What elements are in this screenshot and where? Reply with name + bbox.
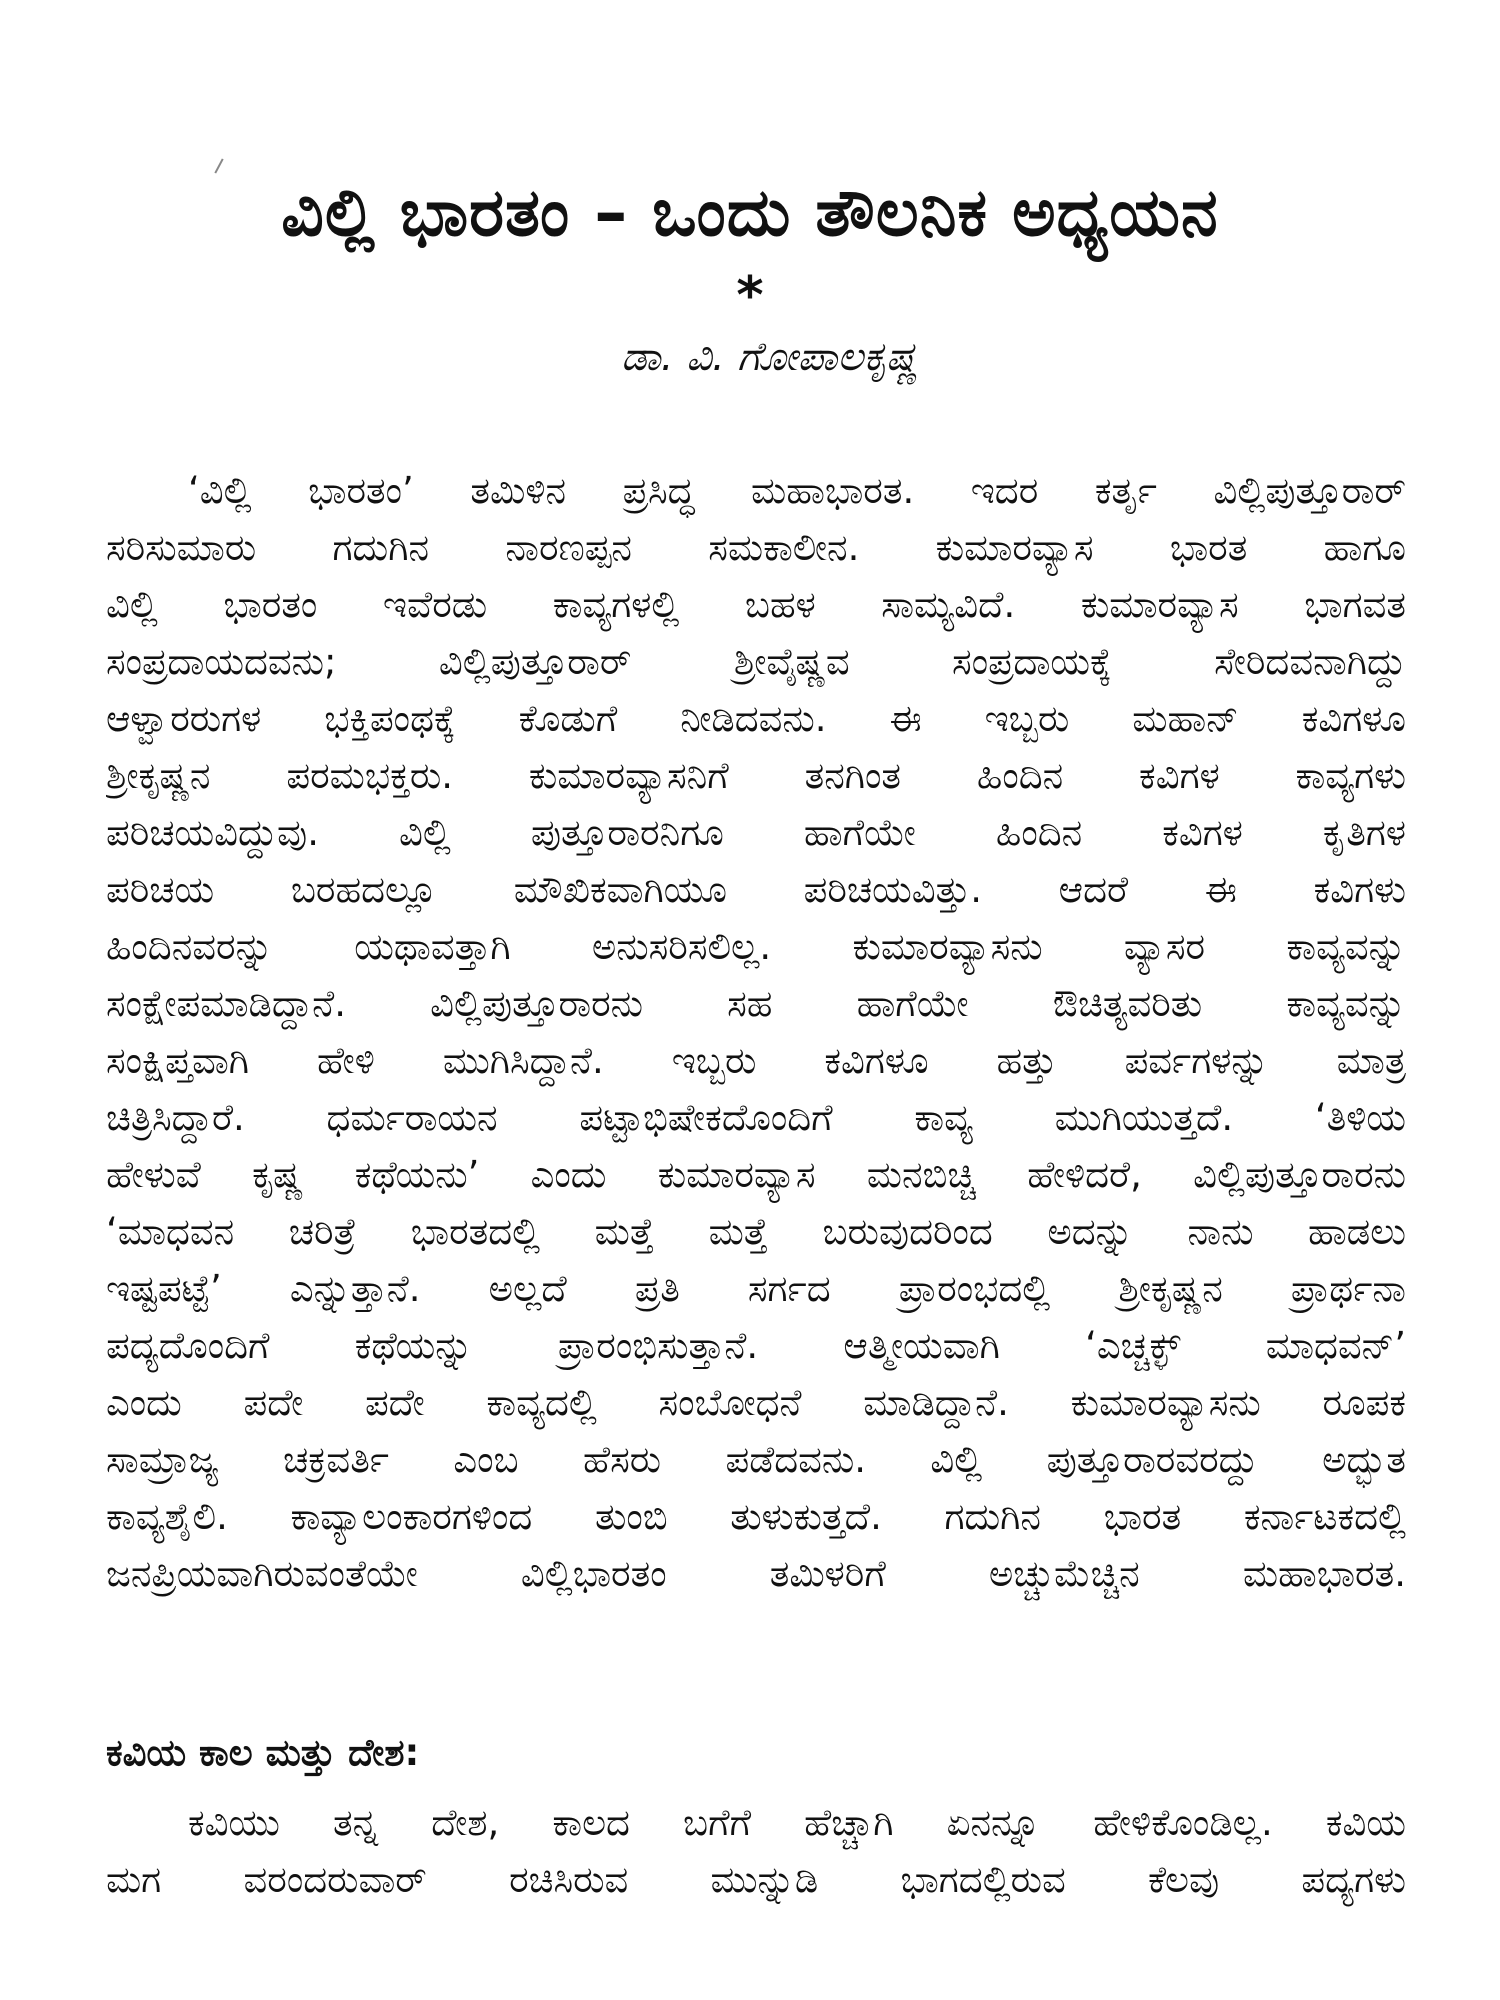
section-heading: ಕವಿಯ ಕಾಲ ಮತ್ತು ದೇಶ: <box>106 1731 420 1774</box>
paragraph-line: ಶ್ರೀಕೃಷ್ಣನ ಪರಮಭಕ್ತರು. ಕುಮಾರವ್ಯಾಸನಿಗೆ ತನಗಿಂತ ಹಿಂದಿನ ಕವಿಗಳ ಕಾವ್ಯಗಳು <box>106 754 1406 797</box>
paragraph-line: ‘ವಿಲ್ಲಿ ಭಾರತಂ’ ತಮಿಳಿನ ಪ್ರಸಿದ್ಧ ಮಹಾಭಾರತ. ಇದರ ಕರ್ತೃ ವಿಲ್ಲಿಪುತ್ತೂರಾರ್ <box>188 469 1406 512</box>
paragraph-line: ಸಂಪ್ರದಾಯದವನು; ವಿಲ್ಲಿಪುತ್ತೂರಾರ್ ಶ್ರೀವೈಷ್ಣವ ಸಂಪ್ರದಾಯಕ್ಕೆ ಸೇರಿದವನಾಗಿದ್ದು <box>106 640 1406 683</box>
paragraph-line: ಆಳ್ವಾರರುಗಳ ಭಕ್ತಿಪಂಥಕ್ಕೆ ಕೊಡುಗೆ ನೀಡಿದವನು. ಈ ಇಬ್ಬರು ಮಹಾನ್ ಕವಿಗಳೂ <box>106 697 1406 740</box>
paragraph-line: ಇಷ್ಟಪಟ್ಟೆ’ ಎನ್ನುತ್ತಾನೆ. ಅಲ್ಲದೆ ಪ್ರತಿ ಸರ್ಗದ ಪ್ರಾರಂಭದಲ್ಲಿ ಶ್ರೀಕೃಷ್ಣನ ಪ್ರಾರ್ಥನಾ <box>106 1267 1406 1310</box>
paragraph-line: ಜನಪ್ರಿಯವಾಗಿರುವಂತೆಯೇ ವಿಲ್ಲಿಭಾರತಂ ತಮಿಳರಿಗೆ ಅಚ್ಚುಮೆಚ್ಚಿನ ಮಹಾಭಾರತ. <box>106 1552 1406 1595</box>
paragraph-line: ಪರಿಚಯ ಬರಹದಲ್ಲೂ ಮೌಖಿಕವಾಗಿಯೂ ಪರಿಚಯವಿತ್ತು. ಆದರೆ ಈ ಕವಿಗಳು <box>106 868 1406 911</box>
paragraph-2 <box>106 1794 1406 1908</box>
paragraph-1 <box>106 462 1406 1602</box>
paragraph-line: ‘ಮಾಧವನ ಚರಿತ್ರೆ ಭಾರತದಲ್ಲಿ ಮತ್ತೆ ಮತ್ತೆ ಬರುವುದರಿಂದ ಅದನ್ನು ನಾನು ಹಾಡಲು <box>106 1210 1406 1253</box>
paragraph-line: ಹೇಳುವೆ ಕೃಷ್ಣ ಕಥೆಯನು’ ಎಂದು ಕುಮಾರವ್ಯಾಸ ಮನಬಿಚ್ಚಿ ಹೇಳಿದರೆ, ವಿಲ್ಲಿಪುತ್ತೂರಾರನು <box>106 1153 1406 1196</box>
paragraph-line: ಪದ್ಯದೊಂದಿಗೆ ಕಥೆಯನ್ನು ಪ್ರಾರಂಭಿಸುತ್ತಾನೆ. ಆತ್ಮೀಯವಾಗಿ ‘ಎಚ್ಚಕ್ಳ್ ಮಾಧವನ್’ <box>106 1324 1406 1367</box>
paragraph-line: ಪರಿಚಯವಿದ್ದುವು. ವಿಲ್ಲಿ ಪುತ್ತೂರಾರನಿಗೂ ಹಾಗೆಯೇ ಹಿಂದಿನ ಕವಿಗಳ ಕೃತಿಗಳ <box>106 811 1406 854</box>
paragraph-line: ಎಂದು ಪದೇ ಪದೇ ಕಾವ್ಯದಲ್ಲಿ ಸಂಬೋಧನೆ ಮಾಡಿದ್ದಾನೆ. ಕುಮಾರವ್ಯಾಸನು ರೂಪಕ <box>106 1381 1406 1424</box>
paragraph-line: ಹಿಂದಿನವರನ್ನು ಯಥಾವತ್ತಾಗಿ ಅನುಸರಿಸಲಿಲ್ಲ. ಕುಮಾರವ್ಯಾಸನು ವ್ಯಾಸರ ಕಾವ್ಯವನ್ನು <box>106 925 1406 968</box>
paragraph-line: ಕಾವ್ಯಶೈಲಿ. ಕಾವ್ಯಾಲಂಕಾರಗಳಿಂದ ತುಂಬಿ ತುಳುಕುತ್ತದೆ. ಗದುಗಿನ ಭಾರತ ಕರ್ನಾಟಕದಲ್ಲಿ <box>106 1495 1406 1538</box>
paragraph-line: ವಿಲ್ಲಿ ಭಾರತಂ ಇವೆರಡು ಕಾವ್ಯಗಳಲ್ಲಿ ಬಹಳ ಸಾಮ್ಯವಿದೆ. ಕುಮಾರವ್ಯಾಸ ಭಾಗವತ <box>106 583 1406 626</box>
paragraph-line: ಚಿತ್ರಿಸಿದ್ದಾರೆ. ಧರ್ಮರಾಯನ ಪಟ್ಟಾಭಿಷೇಕದೊಂದಿಗೆ ಕಾವ್ಯ ಮುಗಿಯುತ್ತದೆ. ‘ತಿಳಿಯ <box>106 1096 1406 1139</box>
page-title: ವಿಲ್ಲಿ ಭಾರತಂ – ಒಂದು ತೌಲನಿಕ ಅಧ್ಯಯನ <box>281 174 1219 251</box>
asterisk-ornament: * <box>736 266 764 326</box>
paragraph-line: ಸಾಮ್ರಾಜ್ಯ ಚಕ್ರವರ್ತಿ ಎಂಬ ಹೆಸರು ಪಡೆದವನು. ವಿಲ್ಲಿ ಪುತ್ತೂರಾರವರದ್ದು ಅದ್ಭುತ <box>106 1438 1406 1481</box>
author-name: ಡಾ. ವಿ. ಗೋಪಾಲಕೃಷ್ಣ <box>621 334 919 380</box>
paragraph-line: ಮಗ ವರಂದರುವಾರ್ ರಚಿಸಿರುವ ಮುನ್ನುಡಿ ಭಾಗದಲ್ಲಿರುವ ಕೆಲವು ಪದ್ಯಗಳು <box>106 1858 1406 1901</box>
paragraph-line: ಕವಿಯು ತನ್ನ ದೇಶ, ಕಾಲದ ಬಗೆಗೆ ಹೆಚ್ಚಾಗಿ ಏನನ್ನೂ ಹೇಳಿಕೊಂಡಿಲ್ಲ. ಕವಿಯ <box>188 1801 1406 1844</box>
paragraph-line: ಸಂಕ್ಷೇಪಮಾಡಿದ್ದಾನೆ. ವಿಲ್ಲಿಪುತ್ತೂರಾರನು ಸಹ ಹಾಗೆಯೇ ಔಚಿತ್ಯವರಿತು ಕಾವ್ಯವನ್ನು <box>106 982 1406 1025</box>
paragraph-line: ಸರಿಸುಮಾರು ಗದುಗಿನ ನಾರಣಪ್ಪನ ಸಮಕಾಲೀನ. ಕುಮಾರವ್ಯಾಸ ಭಾರತ ಹಾಗೂ <box>106 526 1406 569</box>
paragraph-line: ಸಂಕ್ಷಿಪ್ತವಾಗಿ ಹೇಳಿ ಮುಗಿಸಿದ್ದಾನೆ. ಇಬ್ಬರು ಕವಿಗಳೂ ಹತ್ತು ಪರ್ವಗಳನ್ನು ಮಾತ್ರ <box>106 1039 1406 1082</box>
